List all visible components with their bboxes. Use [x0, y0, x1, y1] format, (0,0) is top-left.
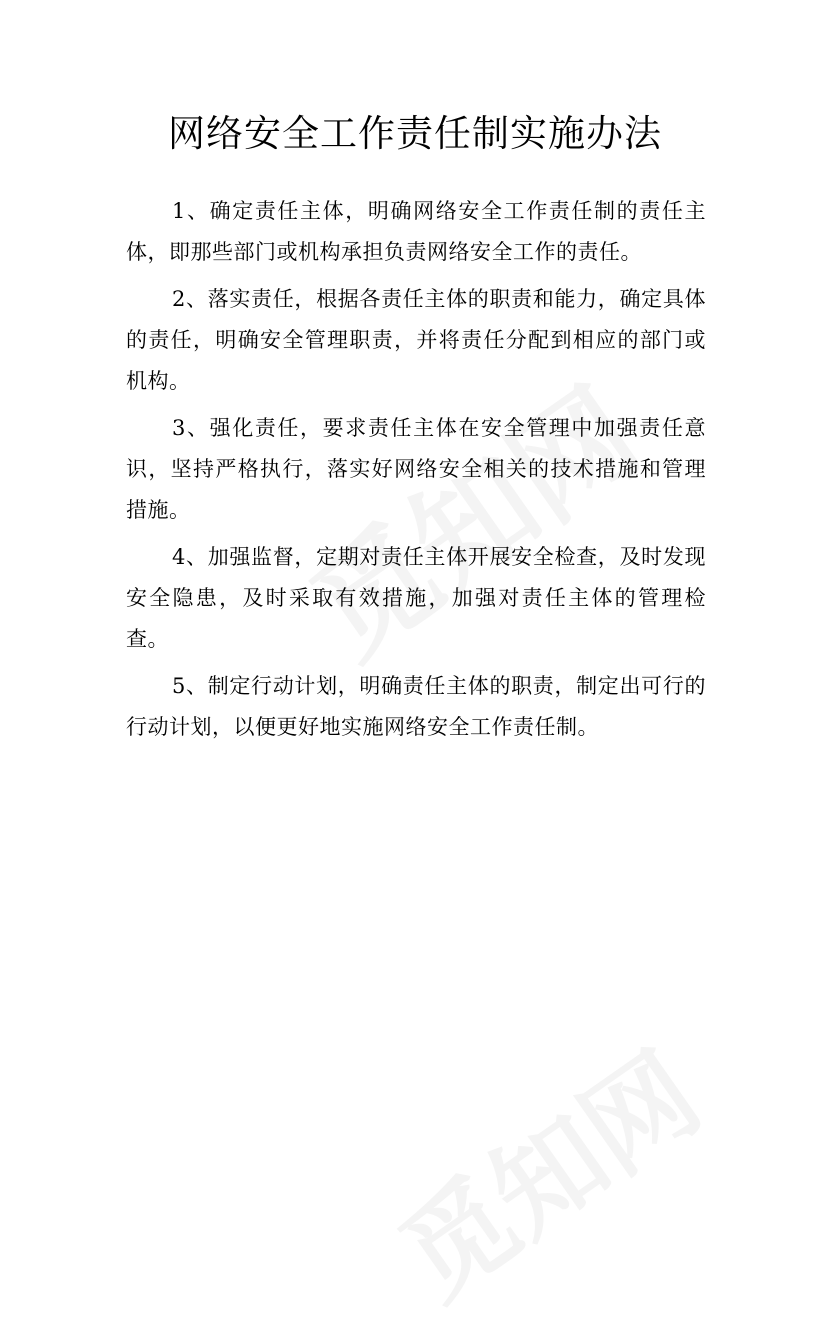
paragraph-2: 2、落实责任，根据各责任主体的职责和能力，确定具体的责任，明确安全管理职责，并将责任分配到相应的部门或机构。: [126, 287, 706, 393]
paragraph-3: 3、强化责任，要求责任主体在安全管理中加强责任意识，坚持严格执行，落实好网络安全相关的技术措施和管理措施。: [126, 416, 706, 522]
paragraph-4: 4、加强监督，定期对责任主体开展安全检查，及时发现安全隐患，及时采取有效措施，加强对责任主体的管理检查。: [126, 545, 706, 651]
paragraph-1: 1、确定责任主体，明确网络安全工作责任制的责任主体，即那些部门或机构承担负责网络安全工作的责任。: [126, 199, 706, 264]
paragraph-5: 5、制定行动计划，明确责任主体的职责，制定出可行的行动计划，以便更好地实施网络安全工作责任制。: [126, 674, 706, 739]
document-title: 网络安全工作责任制实施办法: [168, 112, 662, 155]
document-body: [126, 191, 706, 754]
watermark: [365, 1010, 726, 1328]
